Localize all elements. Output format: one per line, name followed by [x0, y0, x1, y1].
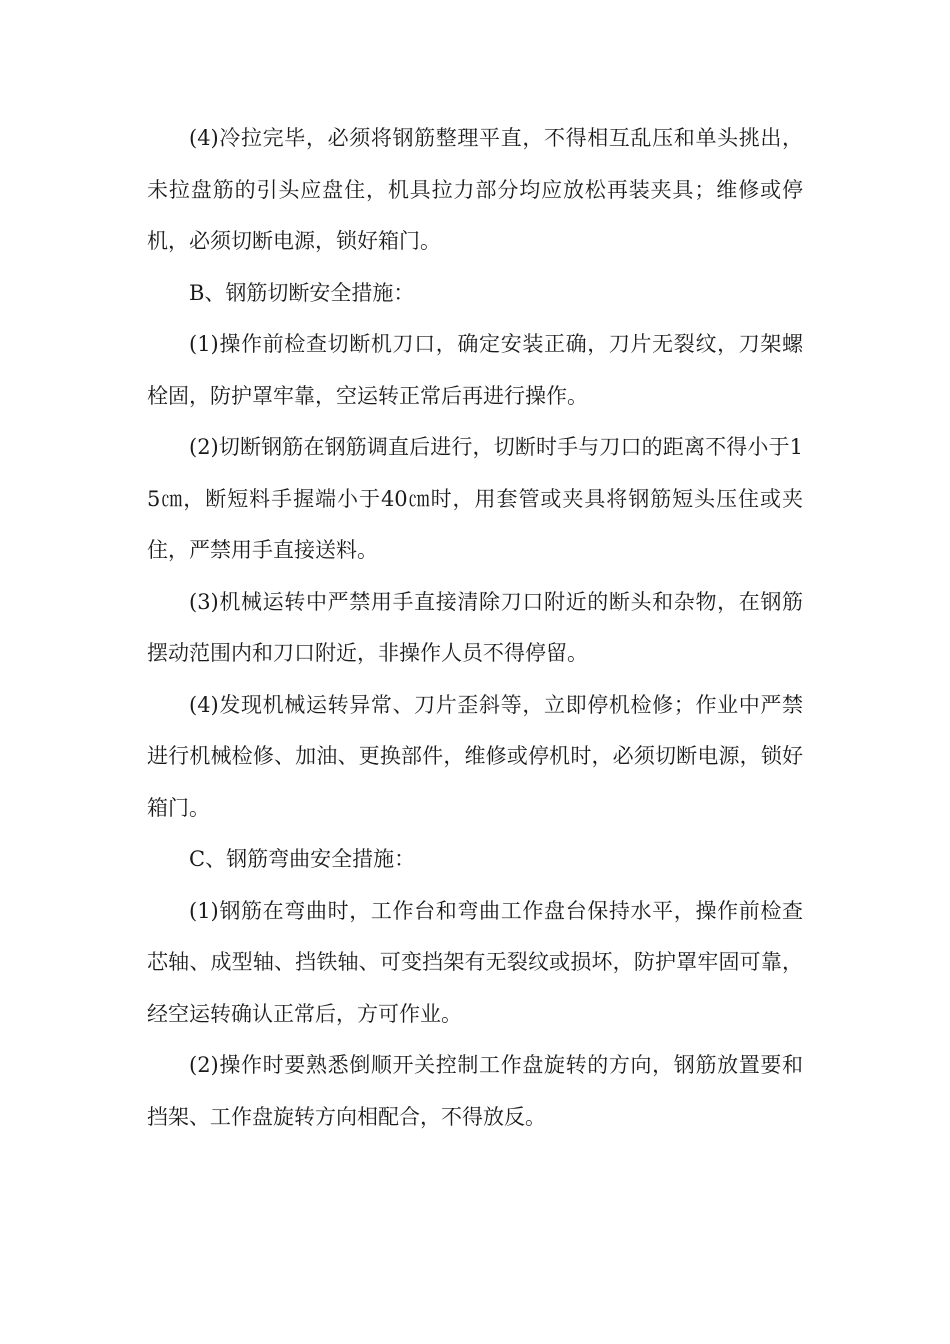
paragraph-cutting-2: (2)切断钢筋在钢筋调直后进行，切断时手与刀口的距离不得小于15㎝，断短料手握端小于40㎝时，用套管或夹具将钢筋短头压住或夹住，严禁用手直接送料。	[147, 435, 803, 562]
paragraph-cutting-3: (3)机械运转中严禁用手直接清除刀口附近的断头和杂物，在钢筋摆动范围内和刀口附近，非操作人员不得停留。	[147, 589, 803, 665]
paragraph-cutting-4: (4)发现机械运转异常、刀片歪斜等，立即停机检修；作业中严禁进行机械检修、加油、更换部件，维修或停机时，必须切断电源，锁好箱门。	[147, 692, 803, 820]
paragraph-bending-1: (1)钢筋在弯曲时，工作台和弯曲工作盘台保持水平，操作前检查芯轴、成型轴、挡铁轴、可变挡架有无裂纹或损坏，防护罩牢固可靠，经空运转确认正常后，方可作业。	[147, 898, 803, 1026]
document-body	[147, 113, 803, 1143]
section-heading-cutting: B、钢筋切断安全措施：	[189, 280, 415, 305]
paragraph-cutting-1: (1)操作前检查切断机刀口，确定安装正确，刀片无裂纹，刀架螺栓固，防护罩牢靠，空运转正常后再进行操作。	[147, 332, 803, 408]
paragraph-bending-2: (2)操作时要熟悉倒顺开关控制工作盘旋转的方向，钢筋放置要和挡架、工作盘旋转方向相配合，不得放反。	[147, 1053, 803, 1129]
paragraph-cold-draw-finish: (4)冷拉完毕，必须将钢筋整理平直，不得相互乱压和单头挑出，未拉盘筋的引头应盘住，机具拉力部分均应放松再装夹具；维修或停机，必须切断电源，锁好箱门。	[147, 126, 803, 253]
section-heading-bending: C、钢筋弯曲安全措施：	[189, 847, 416, 871]
